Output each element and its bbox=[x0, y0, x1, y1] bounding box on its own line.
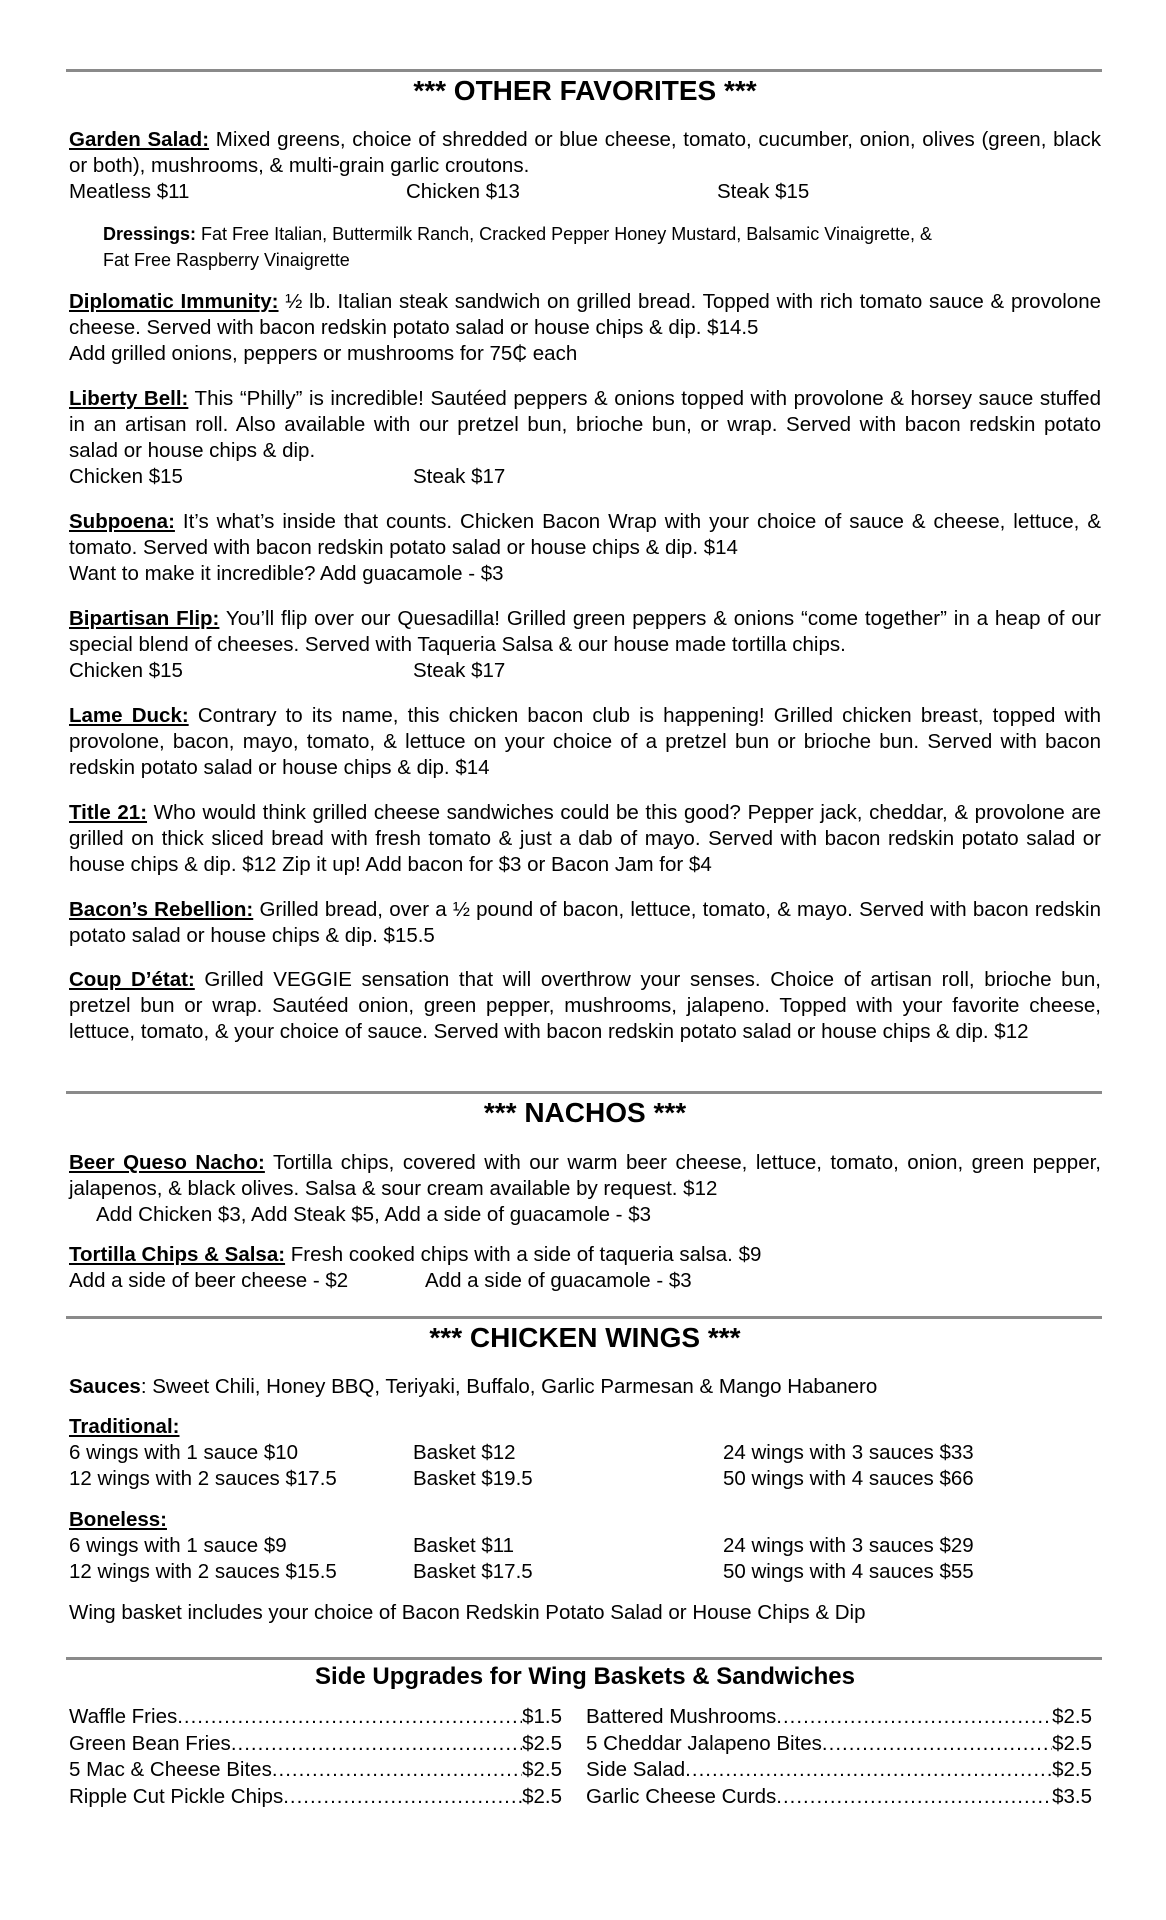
wing-price: 50 wings with 4 sauces $66 bbox=[723, 1467, 974, 1490]
menu-item-liberty-bell bbox=[69, 386, 1101, 490]
divider bbox=[66, 1316, 1102, 1319]
section-title-other-favorites: *** OTHER FAVORITES *** bbox=[413, 75, 757, 106]
wing-price: 12 wings with 2 sauces $15.5 bbox=[69, 1560, 337, 1583]
section-title-side-upgrades: Side Upgrades for Wing Baskets & Sandwiches bbox=[315, 1663, 855, 1690]
item-addons bbox=[69, 1268, 1101, 1294]
wings-traditional bbox=[69, 1414, 1101, 1492]
item-description: Who would think grilled cheese sandwiches could be this good? Pepper jack, cheddar, & provolone are grilled on thick sliced bread with fresh tomato & just a dab of mayo. Served with bacon redskin potato salad or house chips & dip. $12 Zip it up! Add bacon for $3 or Bacon Jam for $4 bbox=[69, 801, 1101, 876]
divider bbox=[66, 69, 1102, 72]
item-description: You’ll flip over our Quesadilla! Grilled green peppers & onions “come together” in a heap of our special blend of cheeses. Served with Taqueria Salsa & our house made tortilla chips. bbox=[69, 607, 1101, 656]
item-addon: Add Chicken $3, Add Steak $5, Add a side of guacamole - $3 bbox=[96, 1203, 652, 1226]
price-option: Meatless $11 bbox=[69, 180, 190, 203]
item-description: Contrary to its name, this chicken bacon club is happening! Grilled chicken breast, topped with provolone, bacon, mayo, tomato, & lettuce on your choice of a pretzel bun or brioche bun. Served with bacon redskin potato salad or house chips & dip. $14 bbox=[69, 704, 1101, 779]
wing-price: 24 wings with 3 sauces $29 bbox=[723, 1534, 974, 1557]
wings-traditional-label: Traditional: bbox=[69, 1415, 180, 1438]
price-options bbox=[69, 179, 1101, 205]
wing-basket-note: Wing basket includes your choice of Bacon Redskin Potato Salad or House Chips & Dip bbox=[69, 1601, 866, 1624]
dressings-line: Fat Free Italian, Buttermilk Ranch, Cracked Pepper Honey Mustard, Balsamic Vinaigrette, & bbox=[196, 224, 933, 244]
price-options bbox=[69, 464, 1101, 490]
item-description: ½ lb. Italian steak sandwich on grilled bread. Topped with rich tomato sauce & provolone cheese. Served with bacon redskin potato salad or house chips & dip. $14.5 bbox=[69, 290, 1101, 339]
section-title-nachos: *** NACHOS *** bbox=[483, 1097, 687, 1128]
upgrade-item: 5 Cheddar Jalapeno Bites ..... $2.5 bbox=[586, 1731, 1092, 1758]
upgrades-left-column bbox=[69, 1704, 562, 1810]
price-option: Chicken $13 bbox=[406, 180, 520, 203]
wing-price-row bbox=[69, 1559, 1101, 1585]
wing-sauces bbox=[69, 1374, 1101, 1400]
wing-price-row bbox=[69, 1466, 1101, 1492]
wings-boneless bbox=[69, 1507, 1101, 1585]
wing-price: 12 wings with 2 sauces $17.5 bbox=[69, 1467, 337, 1490]
menu-item-bacons-rebellion bbox=[69, 897, 1101, 949]
item-name: Liberty Bell: bbox=[69, 387, 189, 410]
wing-price: 24 wings with 3 sauces $33 bbox=[723, 1441, 974, 1464]
item-name: Bipartisan Flip: bbox=[69, 607, 220, 630]
item-name: Subpoena: bbox=[69, 510, 175, 533]
item-addon: Add grilled onions, peppers or mushrooms for 75₵ each bbox=[69, 342, 578, 365]
upgrade-item: Battered Mushrooms ..... $2.5 bbox=[586, 1704, 1092, 1731]
price-option: Chicken $15 bbox=[69, 659, 183, 682]
wing-price: Basket $19.5 bbox=[413, 1467, 533, 1490]
upgrade-item: 5 Mac & Cheese Bites ..... $2.5 bbox=[69, 1757, 562, 1784]
item-name: Beer Queso Nacho: bbox=[69, 1151, 265, 1174]
menu-item-garden-salad bbox=[69, 127, 1101, 205]
item-name: Title 21: bbox=[69, 801, 148, 824]
wing-price: 6 wings with 1 sauce $9 bbox=[69, 1534, 287, 1557]
item-description: This “Philly” is incredible! Sautéed peppers & onions topped with provolone & horsey sauce stuffed in an artisan roll. Also available with our pretzel bun, brioche bun, or wrap. Served with bacon redskin potato salad or house chips & dip. bbox=[69, 387, 1101, 462]
price-option: Chicken $15 bbox=[69, 465, 183, 488]
wing-price-row bbox=[69, 1440, 1101, 1466]
wing-price: Basket $11 bbox=[413, 1534, 515, 1557]
item-description: Grilled bread, over a ½ pound of bacon, lettuce, tomato, & mayo. Served with bacon redskin potato salad or house chips & dip. $15.5 bbox=[69, 898, 1101, 947]
wing-price: Basket $17.5 bbox=[413, 1560, 533, 1583]
menu-item-title-21 bbox=[69, 800, 1101, 878]
wing-price: 50 wings with 4 sauces $55 bbox=[723, 1560, 974, 1583]
price-options bbox=[69, 658, 1101, 684]
dressings-label: Dressings: bbox=[103, 224, 197, 244]
upgrades-right-column bbox=[586, 1704, 1092, 1810]
upgrade-item: Side Salad ..... $2.5 bbox=[586, 1757, 1092, 1784]
menu-item-coup-detat bbox=[69, 967, 1101, 1045]
item-description: Mixed greens, choice of shredded or blue cheese, tomato, cucumber, onion, olives (green, black or both), mushrooms, & multi-grain garlic croutons. bbox=[69, 128, 1101, 177]
item-description: Fresh cooked chips with a side of taqueria salsa. $9 bbox=[285, 1243, 762, 1266]
item-description: It’s what’s inside that counts. Chicken Bacon Wrap with your choice of sauce & cheese, lettuce, & tomato. Served with bacon redskin potato salad or house chips & dip. $14 bbox=[69, 510, 1101, 559]
item-description: Grilled VEGGIE sensation that will overthrow your senses. Choice of artisan roll, brioche bun, pretzel bun or wrap. Sautéed onion, green pepper, mushrooms, jalapeno. Topped with your favorite cheese, lettuce, tomato, & your choice of sauce. Served with bacon redskin potato salad or house chips & dip. $12 bbox=[69, 968, 1102, 1043]
item-name: Bacon’s Rebellion: bbox=[69, 898, 254, 921]
upgrade-item: Garlic Cheese Curds ..... $3.5 bbox=[586, 1784, 1092, 1811]
item-name: Tortilla Chips & Salsa: bbox=[69, 1243, 286, 1266]
item-name: Lame Duck: bbox=[69, 704, 189, 727]
upgrade-item: Waffle Fries ..... $1.5 bbox=[69, 1704, 562, 1731]
menu-item-lame-duck bbox=[69, 703, 1101, 781]
menu-item-bipartisan-flip bbox=[69, 606, 1101, 684]
sauces-list: : Sweet Chili, Honey BBQ, Teriyaki, Buffalo, Garlic Parmesan & Mango Habanero bbox=[140, 1375, 878, 1398]
item-addon: Want to make it incredible? Add guacamole - $3 bbox=[69, 562, 504, 585]
upgrade-item: Ripple Cut Pickle Chips ..... $2.5 bbox=[69, 1784, 562, 1811]
wing-price-row bbox=[69, 1533, 1101, 1559]
divider bbox=[66, 1657, 1102, 1660]
menu-item-tortilla-chips-salsa bbox=[69, 1242, 1101, 1294]
menu-item-beer-queso-nacho bbox=[69, 1150, 1101, 1228]
item-addon: Add a side of beer cheese - $2 bbox=[69, 1269, 349, 1292]
dressings-line: Fat Free Raspberry Vinaigrette bbox=[103, 250, 350, 270]
price-option: Steak $17 bbox=[413, 465, 506, 488]
wings-boneless-label: Boneless: bbox=[69, 1508, 167, 1531]
upgrade-item: Green Bean Fries ..... $2.5 bbox=[69, 1731, 562, 1758]
item-name: Coup D’état: bbox=[69, 968, 195, 991]
section-title-chicken-wings: *** CHICKEN WINGS *** bbox=[429, 1322, 741, 1353]
price-option: Steak $17 bbox=[413, 659, 506, 682]
dressings-list bbox=[103, 221, 1083, 273]
item-description: Tortilla chips, covered with our warm beer cheese, lettuce, tomato, onion, green pepper, jalapenos, & black olives. Salsa & sour cream available by request. $12 bbox=[69, 1151, 1101, 1200]
item-name: Garden Salad: bbox=[69, 128, 210, 151]
wing-price: Basket $12 bbox=[413, 1441, 516, 1464]
sauces-label: Sauces bbox=[69, 1375, 141, 1398]
price-option: Steak $15 bbox=[717, 180, 810, 203]
menu-item-diplomatic-immunity bbox=[69, 289, 1101, 367]
item-name: Diplomatic Immunity: bbox=[69, 290, 279, 313]
menu-item-subpoena bbox=[69, 509, 1101, 587]
wing-price: 6 wings with 1 sauce $10 bbox=[69, 1441, 299, 1464]
item-addon: Add a side of guacamole - $3 bbox=[425, 1269, 692, 1292]
divider bbox=[66, 1091, 1102, 1094]
